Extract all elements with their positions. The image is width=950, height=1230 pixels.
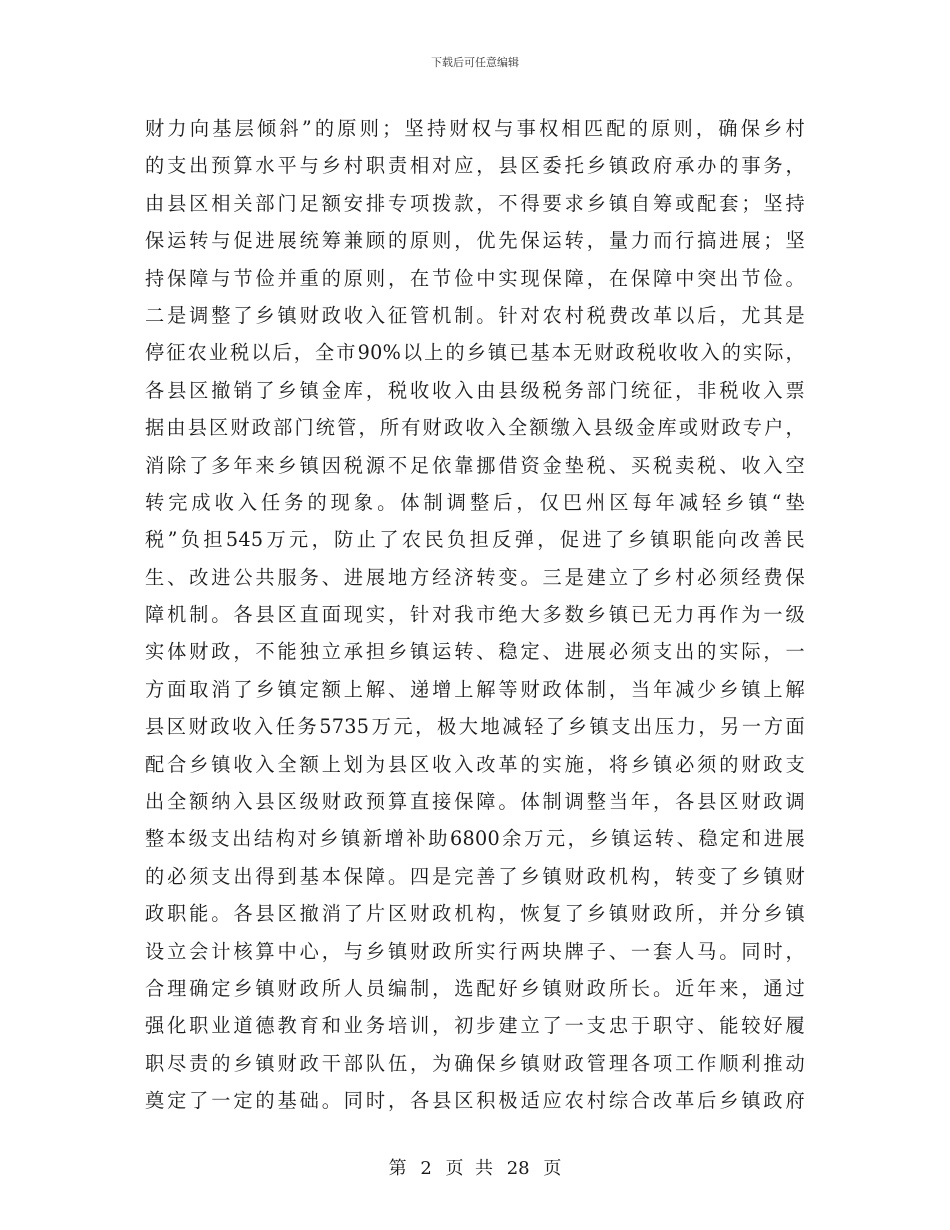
body-line: 生、改进公共服务、进展地方经济转变。三是建立了乡村必须经费保 [145,565,805,589]
body-line: 消除了多年来乡镇因税源不足依靠挪借资金垫税、买税卖税、收入空 [145,453,805,477]
body-line: 各县区撤销了乡镇金库，税收收入由县级税务部门统征，非税收入票 [145,378,805,402]
body-line: 配合乡镇收入全额上划为县区收入改革的实施，将乡镇必须的财政支 [145,752,805,776]
page-number: 2 [420,1158,432,1179]
page-prefix: 第 [388,1158,407,1179]
body-line: 财力向基层倾斜”的原则；坚持财权与事权相匹配的原则，确保乡村 [145,117,805,140]
body-line: 的必须支出得到基本保障。四是完善了乡镇财政机构，转变了乡镇财 [145,864,805,888]
body-line: 停征农业税以后，全市90%以上的乡镇已基本无财政税收收入的实际， [145,341,805,365]
body-line: 政职能。各县区撤消了片区财政机构，恢复了乡镇财政所，并分乡镇 [145,902,805,926]
body-line: 县区财政收入任务5735万元，极大地减轻了乡镇支出压力，另一方面 [145,715,805,739]
body-line: 障机制。各县区直面现实，针对我市绝大多数乡镇已无力再作为一级 [145,603,805,627]
body-line: 强化职业道德教育和业务培训，初步建立了一支忠于职守、能较好履 [145,1014,805,1038]
body-line: 合理确定乡镇财政所人员编制，选配好乡镇财政所长。近年来，通过 [145,976,805,1000]
body-line: 设立会计核算中心，与乡镇财政所实行两块牌子、一套人马。同时， [145,939,805,963]
page-middle: 页 共 [445,1158,493,1179]
header-text: 下载后可任意编辑 [431,56,519,69]
page-header [0,54,950,70]
body-line: 整本级支出结构对乡镇新增补助6800余万元，乡镇运转、稳定和进展 [145,827,805,851]
document-body [145,110,805,1120]
body-line: 保运转与促进展统筹兼顾的原则，优先保运转，量力而行搞进展；坚 [145,229,805,253]
page-total: 28 [506,1158,530,1179]
body-line: 奠定了一定的基础。同时，各县区积极适应农村综合改革后乡镇政府 [145,1089,805,1113]
body-line: 据由县区财政部门统管，所有财政收入全额缴入县级金库或财政专户， [145,416,805,440]
body-line: 转完成收入任务的现象。体制调整后，仅巴州区每年减轻乡镇“垫 [145,490,805,514]
body-line: 实体财政，不能独立承担乡镇运转、稳定、进展必须支出的实际，一 [145,640,805,664]
page-suffix: 页 [543,1158,562,1179]
body-line: 出全额纳入县区级财政预算直接保障。体制调整当年，各县区财政调 [145,790,805,814]
page-footer [0,1154,950,1180]
body-line: 由县区相关部门足额安排专项拨款，不得要求乡镇自筹或配套；坚持 [145,191,805,215]
body-line: 持保障与节俭并重的原则，在节俭中实现保障，在保障中突出节俭。 [145,266,805,290]
body-line: 二是调整了乡镇财政收入征管机制。针对农村税费改革以后，尤其是 [145,303,805,327]
body-line: 职尽责的乡镇财政干部队伍，为确保乡镇财政管理各项工作顺利推动 [145,1051,805,1075]
body-line: 方面取消了乡镇定额上解、递增上解等财政体制，当年减少乡镇上解 [145,677,805,701]
body-line: 的支出预算水平与乡村职责相对应，县区委托乡镇政府承办的事务， [145,154,805,178]
body-line: 税”负担545万元，防止了农民负担反弹，促进了乡镇职能向改善民 [145,528,805,552]
